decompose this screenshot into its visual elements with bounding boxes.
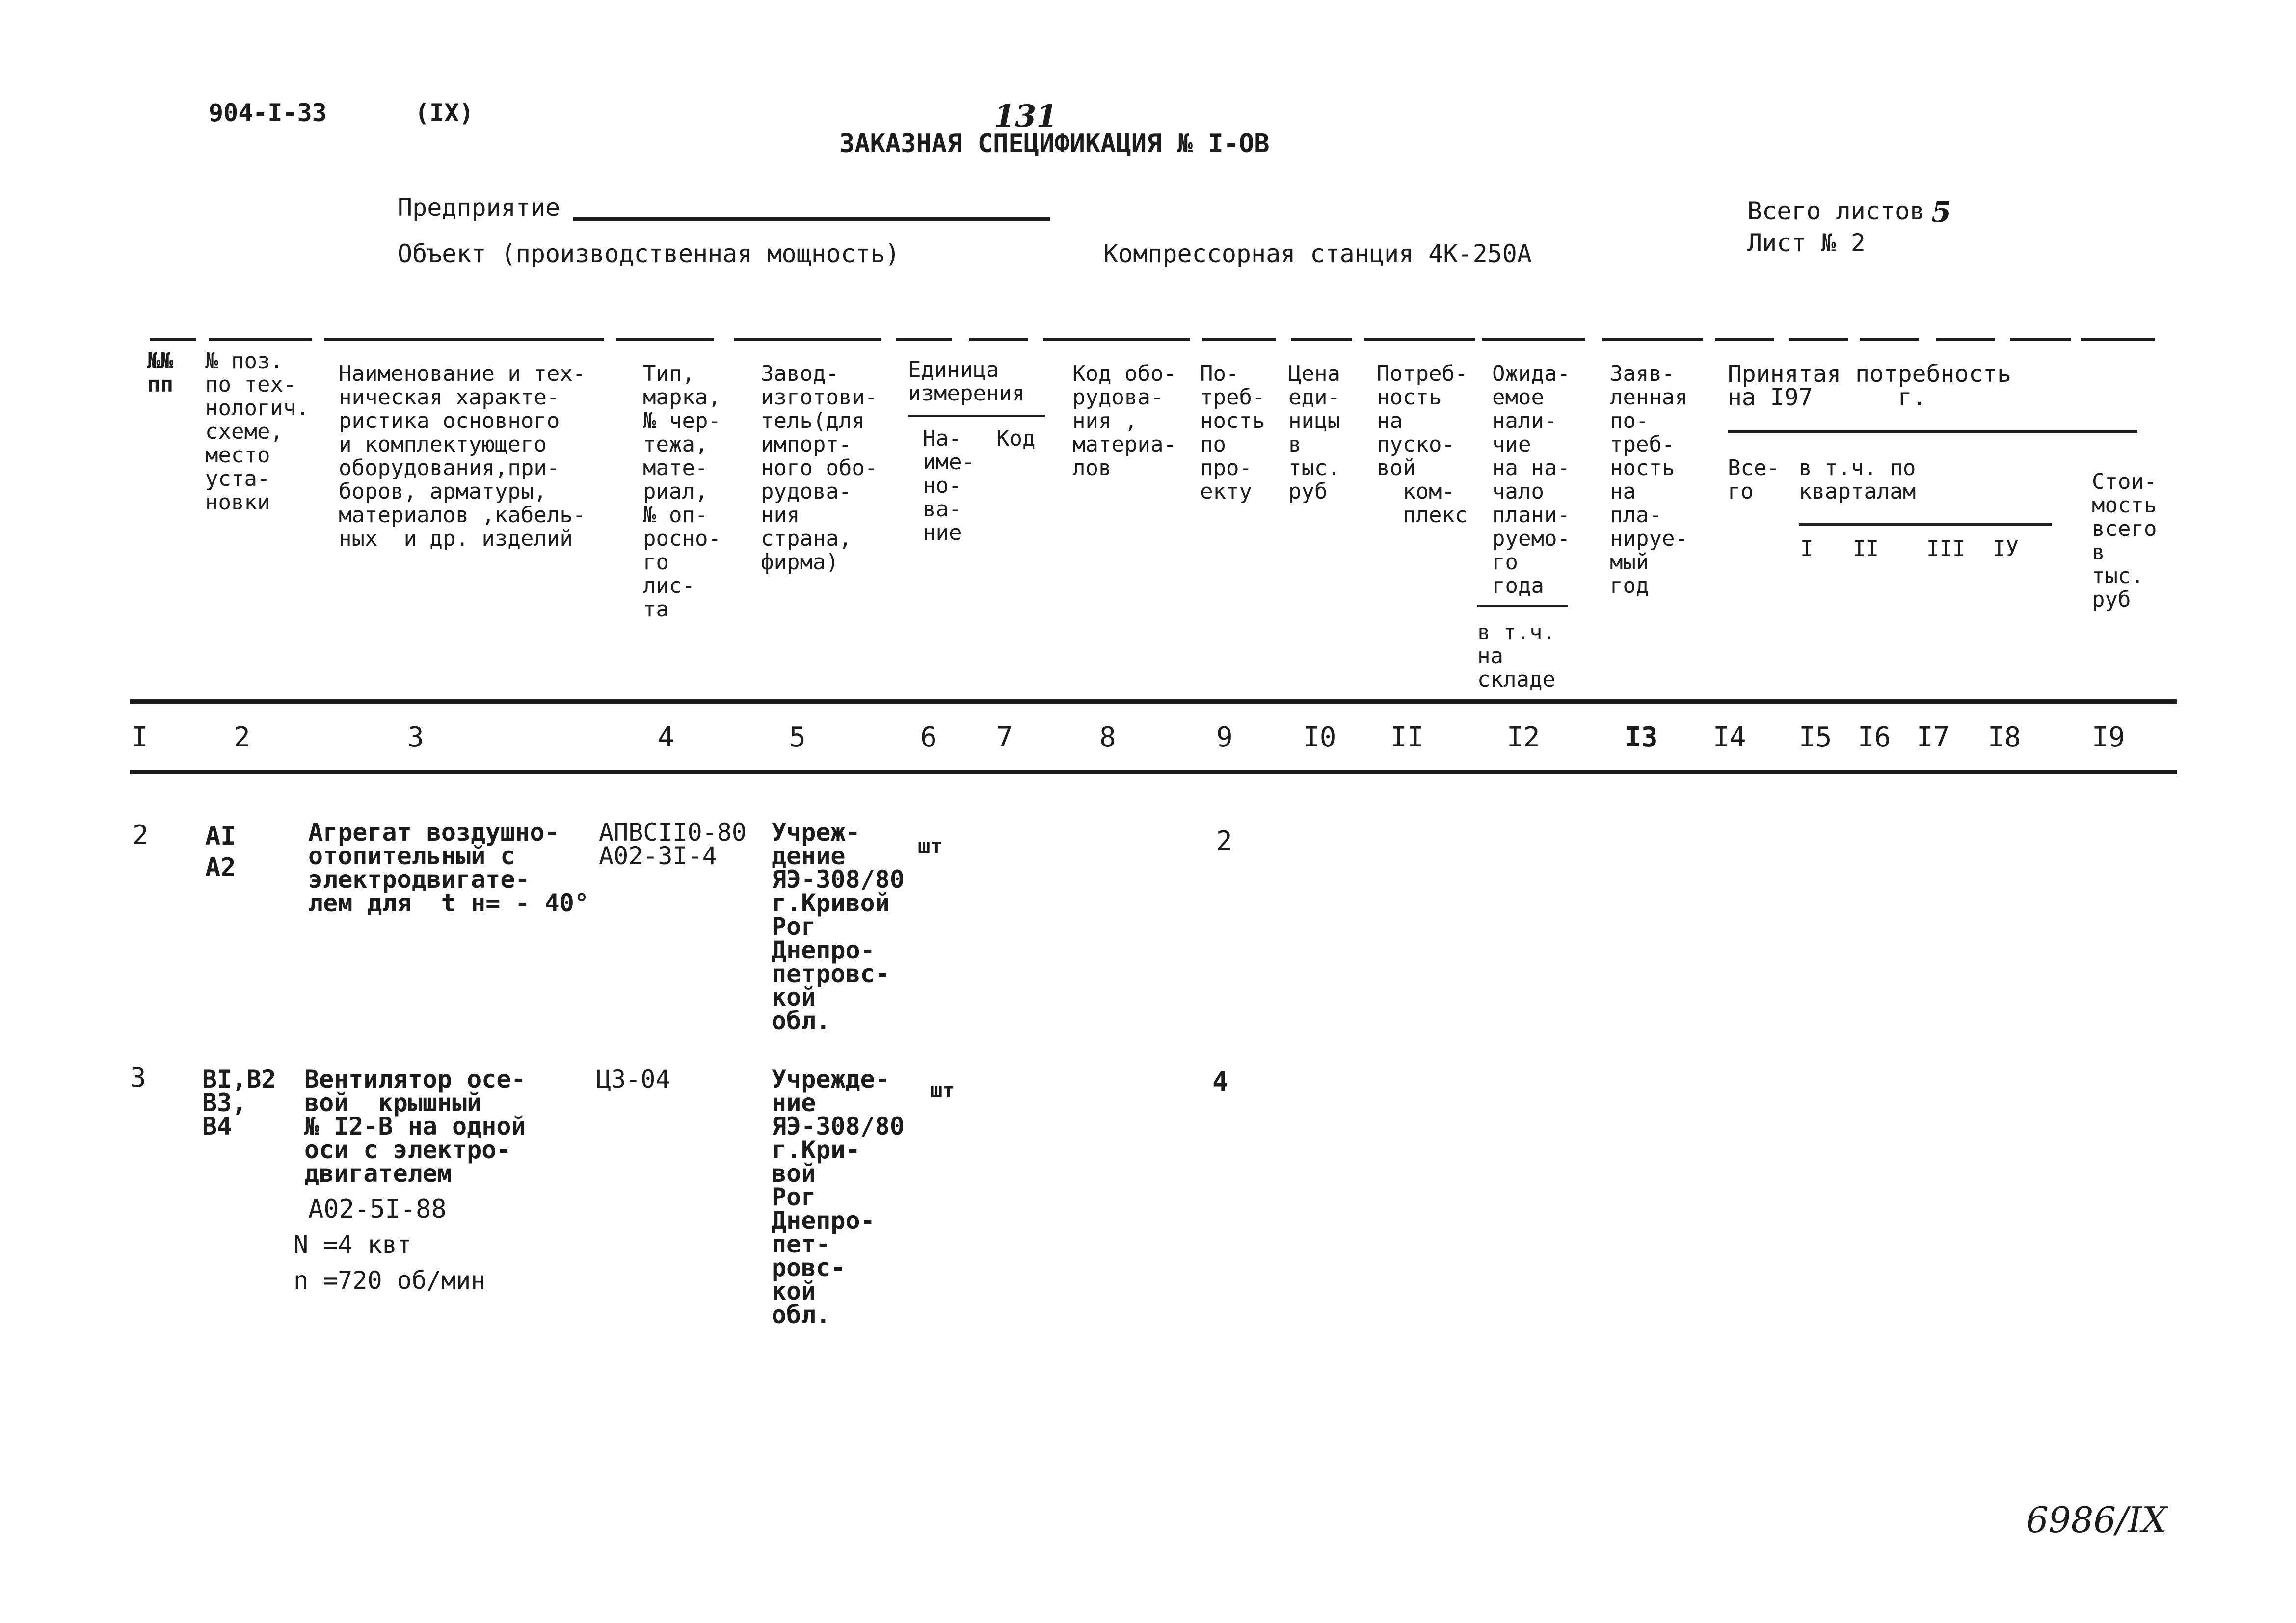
row-manufacturer: Учрежде- ние ЯЭ-308/80 г.Кри- вой Рог Днепро- пет- ровс- кой обл. <box>772 1065 905 1329</box>
section-number: (IX) <box>415 99 474 127</box>
total-sheets-label: Всего листов <box>1747 197 1925 225</box>
row-motor-speed: n =720 об/мин <box>294 1266 486 1295</box>
header-quarter-1: I <box>1800 536 1814 561</box>
header-manufacturer: Завод- изготови- тель(для импорт- ного обо- рудова- ния страна, фирма) <box>761 361 878 575</box>
column-number: I0 <box>1303 721 1336 753</box>
header-equipment-code: Код обо- рудова- ния , материа- лов <box>1072 361 1176 480</box>
column-number: I9 <box>2092 721 2125 753</box>
row-motor-model: А02-5I-88 <box>308 1195 447 1224</box>
header-unit-price: Цена еди- ницы в тыс. руб <box>1288 361 1340 504</box>
column-number: I2 <box>1507 721 1540 753</box>
column-number: I7 <box>1917 721 1950 753</box>
row-type: ЦЗ-04 <box>596 1065 670 1093</box>
column-number: 8 <box>1099 721 1116 753</box>
row-type: АПВСII0-80 А02-3I-4 <box>599 818 747 870</box>
header-position: № поз. по тех- нологич. схеме, место уста- новки <box>205 348 309 515</box>
header-unit-code: Код <box>996 426 1036 451</box>
header-quarter-3: III <box>1926 536 1966 561</box>
page-number: 131 <box>994 98 1058 134</box>
row-quantity: 4 <box>1212 1066 1228 1097</box>
row-name: Вентилятор осе- вой крышный № I2-В на одной оси с электро- двигателем <box>304 1065 526 1188</box>
object-value: Компрессорная станция 4К-250А <box>1103 239 1532 268</box>
header-row-number: №№ пп <box>147 348 173 397</box>
row-number: 2 <box>133 820 149 851</box>
header-in-warehouse: в т.ч. на складе <box>1477 620 1555 692</box>
sheet-number: Лист № 2 <box>1747 229 1866 257</box>
row-motor-power: N =4 квт <box>294 1230 412 1259</box>
column-number: I6 <box>1858 721 1891 753</box>
header-design-need: По- треб- ность по про- екту <box>1200 361 1265 504</box>
column-number: I <box>132 721 148 753</box>
header-unit-group: Единица измерения <box>908 357 1025 406</box>
archive-number: 6986/IX <box>2026 1499 2167 1541</box>
header-total-cost: Стои- мость всего в тыс. руб <box>2092 469 2157 612</box>
header-quarter-2: II <box>1853 536 1879 561</box>
column-number: I3 <box>1625 721 1658 753</box>
header-quarter-4: IУ <box>1993 536 2019 561</box>
document-code: 904-I-33 <box>209 99 327 127</box>
header-startup-need: Потреб- ность на пуско- вой ком- плекс <box>1377 361 1468 528</box>
column-number: 6 <box>920 721 937 753</box>
column-number: I8 <box>1988 721 2021 753</box>
header-by-quarters: в т.ч. по кварталам <box>1799 455 1916 504</box>
row-position: AI A2 <box>205 822 236 882</box>
header-total: Все- го <box>1728 455 1780 504</box>
column-number: I5 <box>1799 721 1832 753</box>
header-accepted-need: Принятая потребность на I97 г. <box>1728 360 2011 411</box>
row-manufacturer: Учреж- дение ЯЭ-308/80 г.Кривой Рог Днепро- петровс- кой обл. <box>772 818 905 1035</box>
column-number: II <box>1390 721 1424 753</box>
row-name: Агрегат воздушно- отопительный с электродвигате- лем для t н= - 40° <box>308 818 589 917</box>
row-unit: шт <box>930 1078 955 1102</box>
enterprise-label: Предприятие <box>398 193 561 222</box>
header-name: Наименование и тех- ническая характе- ристика основного и комплектующего оборудования,при- боров, арматуры, материалов ,кабель- ных и др. изделий <box>339 361 586 551</box>
column-number: 5 <box>789 721 806 753</box>
row-number: 3 <box>130 1062 146 1093</box>
header-expected-stock: Ожида- емое нали- чие на на- чало плани- руемо- го года <box>1492 361 1570 598</box>
enterprise-underline <box>573 217 1050 221</box>
column-number: 2 <box>234 721 250 753</box>
row-unit: шт <box>918 834 943 858</box>
object-label: Объект (производственная мощность) <box>398 239 900 268</box>
header-unit-name: На- име- но- ва- ние <box>923 426 975 545</box>
header-type: Тип, марка, № чер- тежа, мате- риал, № оп- росно- го лис- та <box>643 361 721 622</box>
column-number: 4 <box>658 721 674 753</box>
column-number: 9 <box>1216 721 1233 753</box>
column-number: 3 <box>407 721 424 753</box>
document-title: ЗАКАЗНАЯ СПЕЦИФИКАЦИЯ № I-ОВ <box>839 129 1270 159</box>
header-declared-need: Заяв- ленная по- треб- ность на пла- нируе- мый год <box>1610 361 1688 598</box>
column-number: I4 <box>1713 721 1746 753</box>
total-sheets-value: 5 <box>1931 195 1951 229</box>
row-quantity: 2 <box>1216 825 1232 856</box>
row-position: BI,B2 B3, B4 <box>202 1065 276 1141</box>
column-number: 7 <box>996 721 1013 753</box>
